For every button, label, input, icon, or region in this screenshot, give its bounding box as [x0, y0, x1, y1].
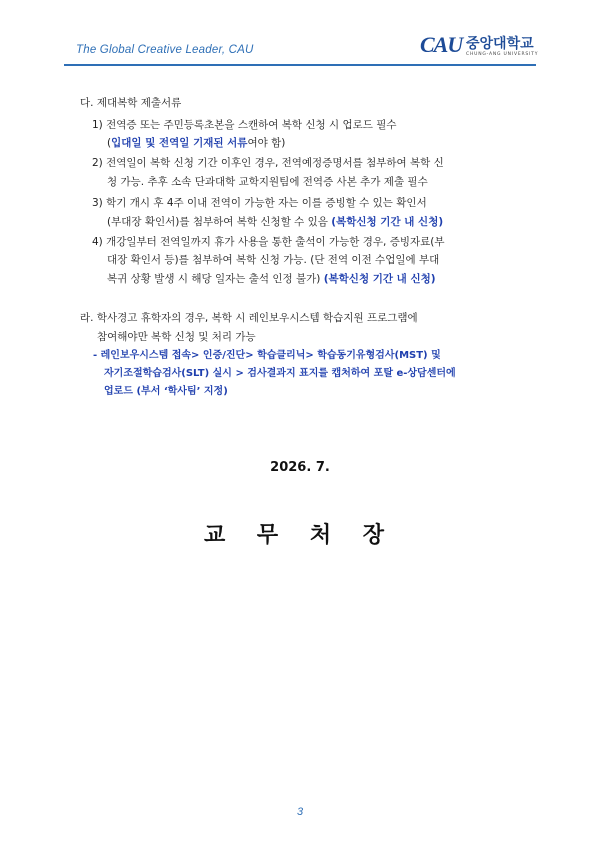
page-number: 3 [296, 806, 304, 818]
item2-line2: 청 가능. 추후 소속 단과대학 교학지원팀에 전역증 사본 추가 제출 필수 [107, 176, 428, 188]
section-ra-line2: 참여해야만 복학 신청 및 처리 가능 [97, 331, 256, 343]
item3-text: (부대장 확인서)를 첨부하여 복학 신청할 수 있음 [107, 216, 332, 228]
item4-emphasis: (복학신청 기간 내 신청) [323, 273, 436, 285]
item3-line2 [107, 215, 443, 229]
ra-bullet-line2: 자기조절학습검사(SLT) 실시 > 검사결과지 표지를 캡처하여 포탈 e-상담센터에 [104, 368, 456, 379]
signer-title: 교 무 처 장 [204, 523, 396, 548]
cau-logo-mark: CAU [420, 32, 463, 57]
ra-bullet-line3: 업로드 (부서 ‘학사팀’ 지정) [104, 386, 228, 397]
section-ra-line1: 라. 학사경고 휴학자의 경우, 복학 시 레인보우시스템 학습지원 프로그램에 [80, 312, 418, 324]
item1-tail: 여야 함) [247, 137, 286, 149]
university-english-name: CHUNG-ANG UNIVERSITY [466, 52, 539, 57]
header-slogan: The Global Creative Leader, CAU [76, 44, 254, 56]
item3-line1: 3) 학기 개시 후 4주 이내 전역이 가능한 자는 이를 증빙할 수 있는 확인서 [92, 197, 427, 209]
item1-line2 [107, 136, 285, 150]
item3-emphasis: (복학신청 기간 내 신청) [331, 216, 444, 228]
item1-open-paren: ( [107, 137, 112, 149]
header-divider [64, 64, 536, 66]
item4-line2: 대장 확인서 등)를 첨부하여 복학 신청 가능. (단 전역 이전 수업일에 부대 [107, 254, 440, 266]
item4-line3 [107, 272, 436, 286]
item4-line1: 4) 개강일부터 전역일까지 휴가 사용을 통한 출석이 가능한 경우, 증빙자료(부 [92, 236, 445, 248]
item1-emphasis: 입대일 및 전역일 기재된 서류 [111, 137, 248, 149]
item2-line1: 2) 전역일이 복학 신청 기간 이후인 경우, 전역예정증명서를 첨부하여 복학 신 [92, 157, 444, 169]
university-name: 중앙대학교 [466, 36, 534, 52]
document-date: 2026. 7. [270, 460, 330, 475]
ra-bullet-line1: - 레인보우시스템 접속> 인증/진단> 학습클리닉> 학습동기유형검사(MST) 및 [93, 350, 441, 361]
section-da-heading: 다. 제대복학 제출서류 [80, 97, 182, 109]
item1-line1: 1) 전역증 또는 주민등록초본을 스캔하여 복학 신청 시 업로드 필수 [92, 119, 397, 131]
item4-text: 복귀 상황 발생 시 해당 일자는 출석 인정 불가) [107, 273, 324, 285]
